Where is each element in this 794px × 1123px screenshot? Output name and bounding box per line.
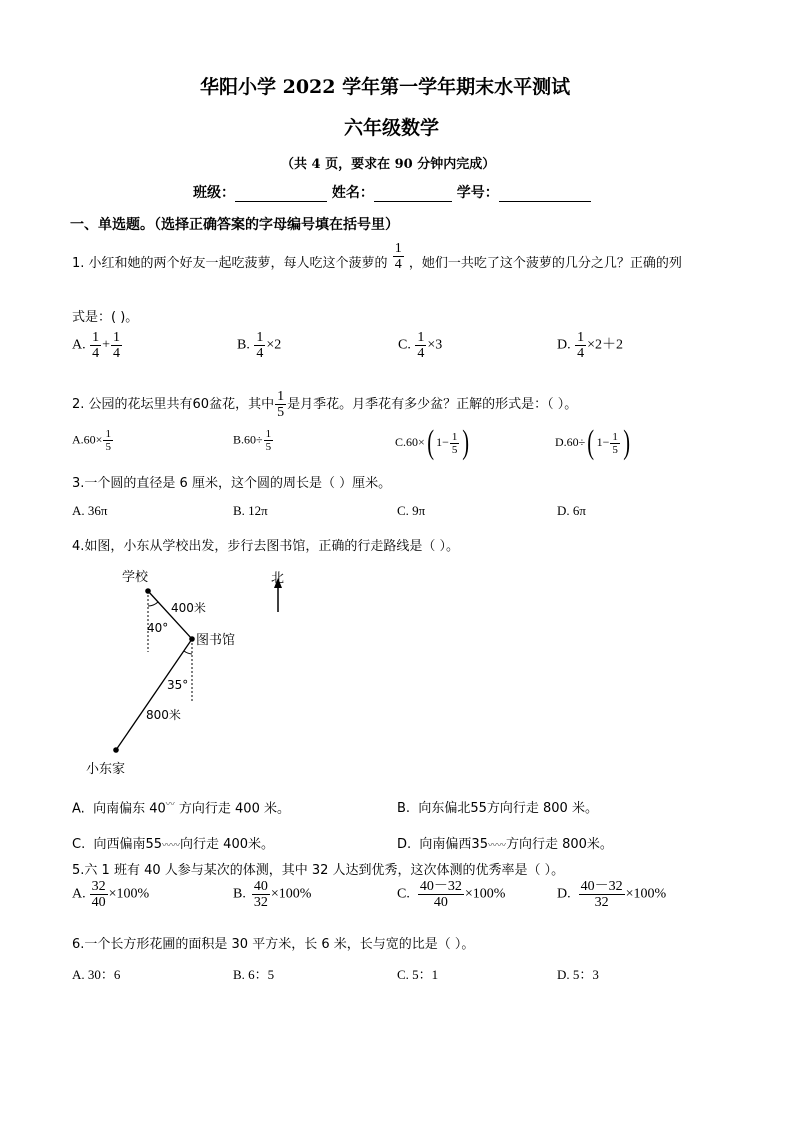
q2-option-a[interactable]: A.60× $\frac{1}{5}$ [72, 428, 111, 453]
q3-option-c[interactable]: C. 9π [397, 503, 426, 518]
q4-option-a[interactable]: A. 向南偏东 40〰 方向行走 400 米。 [72, 799, 290, 817]
name-label: 姓名： [331, 185, 374, 201]
q2-option-b[interactable]: B.60÷ $\frac{1}{5}$ [233, 428, 272, 453]
label-library: 图书馆 [196, 633, 236, 648]
section-heading: 一、单选题。（选择正确答案的字母编号填在括号里） [70, 217, 399, 233]
label-angle-35: 35° [167, 678, 189, 692]
q4-text: 4.如图，小东从学校出发，步行去图书馆，正确的行走路线是（ ）。 [72, 539, 460, 554]
label-home: 小东家 [86, 762, 126, 777]
class-field[interactable] [235, 185, 327, 202]
student-info-row [193, 182, 591, 202]
point-library [189, 636, 195, 642]
exam-title: 华阳小学 2022 学年第一学年期末水平测试 [200, 76, 571, 98]
q2-text-a: 2. 公园的花坛里共有60盆花，其中 [72, 397, 275, 412]
q4-option-d[interactable]: D. 向南偏西35〰〰方向行走 800米。 [397, 837, 613, 852]
q5-option-a[interactable]: A. $\frac{32}{40}$ ×100% [72, 879, 150, 910]
label-north: 北 [271, 571, 285, 586]
q1-line2: 式是：( )。 [72, 310, 139, 325]
q4-option-b[interactable]: B. 向东偏北55方向行走 800 米。 [397, 801, 598, 816]
angle-arc-35 [184, 651, 192, 654]
q1-text-a: 1. 小红和她的两个好友一起吃菠萝，每人吃这个菠萝的 [72, 256, 388, 271]
q1-option-d[interactable]: D. $\frac{1}{4}$ ×2＋2 [557, 330, 624, 361]
q2-text-b: 是月季花。月季花有多少盆？正解的形式是：（ ）。 [287, 397, 578, 412]
q6-option-b[interactable]: B. 6：5 [233, 967, 275, 982]
path-library-home [116, 639, 192, 750]
q5-option-b[interactable]: B. $\frac{40}{32}$ ×100% [233, 879, 312, 910]
q4-diagram [80, 560, 300, 790]
q1-fraction: $\frac{1}{4}$ [394, 241, 402, 272]
q6-option-c[interactable]: C. 5：1 [397, 967, 439, 982]
q2-option-d[interactable]: D.60÷( 1− $\frac{1}{5}$ ) [555, 424, 630, 461]
q1-option-b[interactable]: B. $\frac{1}{4}$ ×2 [237, 330, 282, 361]
q1-option-a[interactable]: A. $\frac{1}{4}$ + $\frac{1}{4}$ [72, 330, 121, 361]
q5-option-c[interactable]: C. $\frac{40-32}{40}$ ×100% [397, 879, 506, 910]
class-label: 班级： [193, 185, 235, 201]
q3-option-d[interactable]: D. 6π [557, 503, 586, 518]
point-school [145, 588, 151, 594]
label-distance-800: 800米 [146, 708, 181, 722]
label-school: 学校 [122, 570, 149, 585]
q4-option-c[interactable]: C. 向西偏南55〰〰向行走 400米。 [72, 837, 274, 852]
q5-text: 5.六 1 班有 40 人参与某次的体测，其中 32 人达到优秀，这次体测的优秀率是（ ）。 [72, 863, 565, 878]
q6-option-d[interactable]: D. 5：3 [557, 967, 599, 982]
q6-option-a[interactable]: A. 30：6 [72, 967, 121, 982]
q3-text: 3.一个圆的直径是 6 厘米，这个圆的周长是（ ）厘米。 [72, 476, 392, 491]
name-field[interactable] [374, 185, 452, 202]
q2-fraction: $\frac{1}{5}$ [277, 389, 285, 420]
q2-option-c[interactable]: C.60×( 1− $\frac{1}{5}$ ) [395, 424, 470, 461]
q3-option-a[interactable]: A. 36π [72, 503, 108, 518]
q2-line [72, 389, 577, 420]
exam-note: （共 4 页，要求在 90 分钟内完成） [281, 157, 496, 172]
exam-subtitle: 六年级数学 [344, 117, 440, 139]
q1-line1 [72, 241, 682, 279]
q3-option-b[interactable]: B. 12π [233, 503, 268, 518]
point-home [113, 747, 119, 753]
q1-text-b: ，她们一共吃了这个菠萝的几分之几？正确的列 [408, 256, 682, 271]
id-field[interactable] [499, 185, 591, 202]
q5-option-d[interactable]: D. $\frac{40-32}{32}$ ×100% [557, 879, 667, 910]
angle-arc-40 [148, 602, 158, 606]
label-angle-40: 40° [147, 621, 169, 635]
q1-option-c[interactable]: C. $\frac{1}{4}$ ×3 [398, 330, 443, 361]
id-label: 学号： [456, 185, 499, 201]
q6-text: 6.一个长方形花圃的面积是 30 平方米，长 6 米，长与宽的比是（ ）。 [72, 937, 475, 952]
label-distance-400: 400米 [171, 601, 206, 615]
